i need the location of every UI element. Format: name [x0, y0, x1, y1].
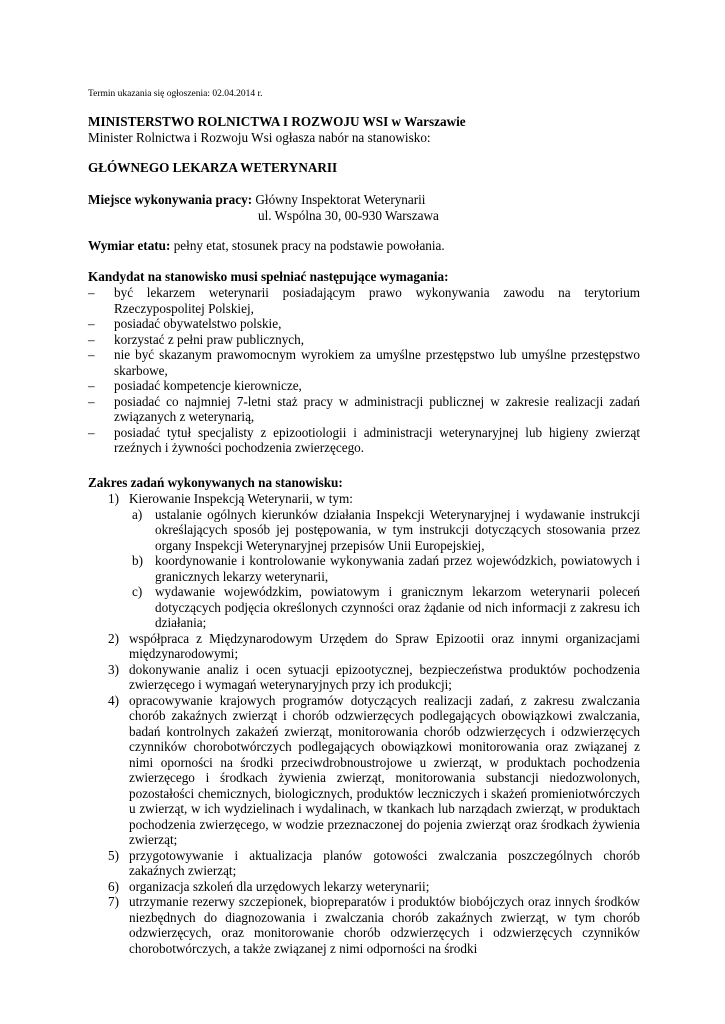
dash-marker: – — [88, 393, 95, 409]
list-item: – nie być skazanym prawomocnym wyrokiem za umyślne przestępstwo lub umyślne przestępstwo skarbowe, — [88, 347, 640, 378]
item-number: 4) — [108, 692, 119, 708]
list-item: b) koordynowanie i kontrolowanie wykonywania zadań przez wojewódzkich, powiatowych i granicznych lekarzy weterynarii, — [132, 553, 640, 584]
employment-value: pełny etat, stosunek pracy na podstawie powołania. — [170, 238, 445, 253]
dash-marker: – — [88, 378, 95, 393]
employment-label: Wymiar etatu: — [88, 238, 171, 253]
position-title: GŁÓWNEGO LEKARZA WETERYNARII — [88, 160, 338, 175]
list-item: c) wydawanie wojewódzkim, powiatowym i granicznym lekarzom weterynarii poleceń dotyczących podjęcia określonych czynności oraz żądanie od nich informacji z zakresu ich działania; — [132, 584, 640, 630]
list-item: – posiadać co najmniej 7-letni staż pracy w administracji publicznej w zakresie realizacji zadań związanych z weterynarią, — [88, 393, 640, 424]
list-item: – posiadać obywatelstwo polskie, — [88, 316, 282, 331]
employment-line — [88, 238, 445, 254]
tasks-list — [88, 491, 640, 956]
list-item: 2) współpraca z Międzynarodowym Urzędem do Spraw Epizootii oraz innymi organizacjami międzynarodowymi; — [108, 630, 640, 661]
list-item: – posiadać tytuł specjalisty z epizootiologii i administracji weterynaryjnej lub higieny zwierząt rzeźnych i żywności pochodzenia zwierzęcego. — [88, 424, 640, 455]
item-number: 1) — [108, 491, 119, 506]
dash-marker: – — [88, 331, 95, 347]
item-letter: c) — [132, 584, 143, 599]
item-number: 2) — [108, 630, 119, 646]
list-item: – korzystać z pełni praw publicznych, — [88, 331, 305, 347]
publication-date: Termin ukazania się ogłoszenia: 02.04.2014 r. — [88, 89, 263, 99]
list-item: 3) dokonywanie analiz i ocen sytuacji epizootycznej, bezpieczeństwa produktów pochodzenia zwierzęcego i wymagań weterynaryjnych przy ich produkcji; — [108, 661, 640, 692]
workplace-address: ul. Wspólna 30, 00-930 Warszawa — [258, 208, 439, 223]
subtasks-list — [129, 507, 640, 631]
list-item: – posiadać kompetencje kierownicze, — [88, 378, 302, 393]
ministry-name: MINISTERSTWO ROLNICTWA I ROZWOJU WSI w Warszawie — [88, 114, 466, 129]
item-number: 5) — [108, 847, 119, 863]
list-item: a) ustalanie ogólnych kierunków działania Inspekcji Weterynaryjnej i wydawanie instrukcji określających sposób jej postępowania, w tym instrukcji dotyczących stosowania przez organy Inspekcji Weterynaryjnej przepisów Unii Europejskiej, — [132, 506, 640, 553]
dash-marker: – — [88, 347, 95, 362]
workplace-value: Główny Inspektorat Weterynarii — [252, 192, 426, 207]
announcement-line: Minister Rolnictwa i Rozwoju Wsi ogłasza nabór na stanowisko: — [88, 130, 431, 145]
list-item: 7) utrzymanie rezerwy szczepionek, biopreparatów i produktów biobójczych oraz innych środków niezbędnych do diagnozowania i zwalczania chorób zakaźnych zwierząt, w tym chorób odzwierzęcych, oraz monitorowanie chorób odzwierzęcych i odzwierzęcych czynników chorobotwórczych, a także związanej z nimi odporności na środki — [108, 894, 640, 956]
dash-marker: – — [88, 316, 95, 331]
requirements-list — [88, 285, 640, 456]
workplace-line — [88, 192, 425, 208]
workplace-label: Miejsce wykonywania pracy: — [88, 192, 253, 207]
item-letter: b) — [132, 553, 143, 568]
item-number: 3) — [108, 661, 119, 677]
list-item: – być lekarzem weterynarii posiadającym prawo wykonywania zawodu na terytorium Rzeczypospolitej Polskiej, — [88, 285, 640, 316]
dash-marker: – — [88, 424, 95, 440]
list-item: 6) organizacja szkoleń dla urzędowych lekarzy weterynarii; — [108, 878, 430, 894]
item-number: 7) — [108, 894, 119, 909]
list-item: 1) Kierowanie Inspekcją Weterynarii, w tym: a) ustalanie ogólnych kierunków działania Inspekcji Weterynaryjnej i wydawanie instrukcji określających sposób jej postępowania, w tym instrukcji dotyczących stosowania przez organy Inspekcji Weterynaryjnej przepisów Unii Europejskiej, b) koordynowanie i kontrolowanie wykonywania zadań przez wojewódzkich, powiatowych i granicznych lekarzy weterynarii, c) wydawanie wojewódzkim, powiatowym i granicznym lekarzom weterynarii poleceń dotyczących podjęcia określonych czynności oraz żądanie od nich informacji z zakresu ich działania; — [108, 491, 640, 630]
list-item: 4) opracowywanie krajowych programów dotyczących realizacji zadań, z zakresu zwalczania chorób zakaźnych zwierząt i chorób odzwierzęcych podlegających obowiązkowi zwalczania, badań kontrolnych zakażeń zwierząt, monitorowania chorób odzwierzęcych i odzwierzęcych czynników chorobotwórczych podlegających obowiązkowi monitorowania oraz związanej z nimi oporności na środki przeciwdrobnoustrojowe u zwierząt, w produktach pochodzenia zwierzęcego i środkach żywienia zwierząt, monitorowania substancji niedozwolonych, pozostałości chemicznych, biologicznych, produktów leczniczych i skażeń promieniotwórczych u zwierząt, w ich wydzielinach i wydalinach, w tkankach lub narządach zwierząt, w produktach pochodzenia zwierzęcego, w wodzie przeznaczonej do pojenia zwierząt oraz środkach żywienia zwierząt; — [108, 692, 640, 847]
item-letter: a) — [132, 506, 143, 522]
requirements-heading: Kandydat na stanowisko musi spełniać następujące wymagania: — [88, 269, 449, 284]
dash-marker: – — [88, 285, 95, 300]
tasks-heading: Zakres zadań wykonywanych na stanowisku: — [88, 475, 343, 490]
list-item: 5) przygotowywanie i aktualizacja planów gotowości zwalczania poszczególnych chorób zakaźnych zwierząt; — [108, 847, 640, 878]
item-number: 6) — [108, 878, 119, 894]
